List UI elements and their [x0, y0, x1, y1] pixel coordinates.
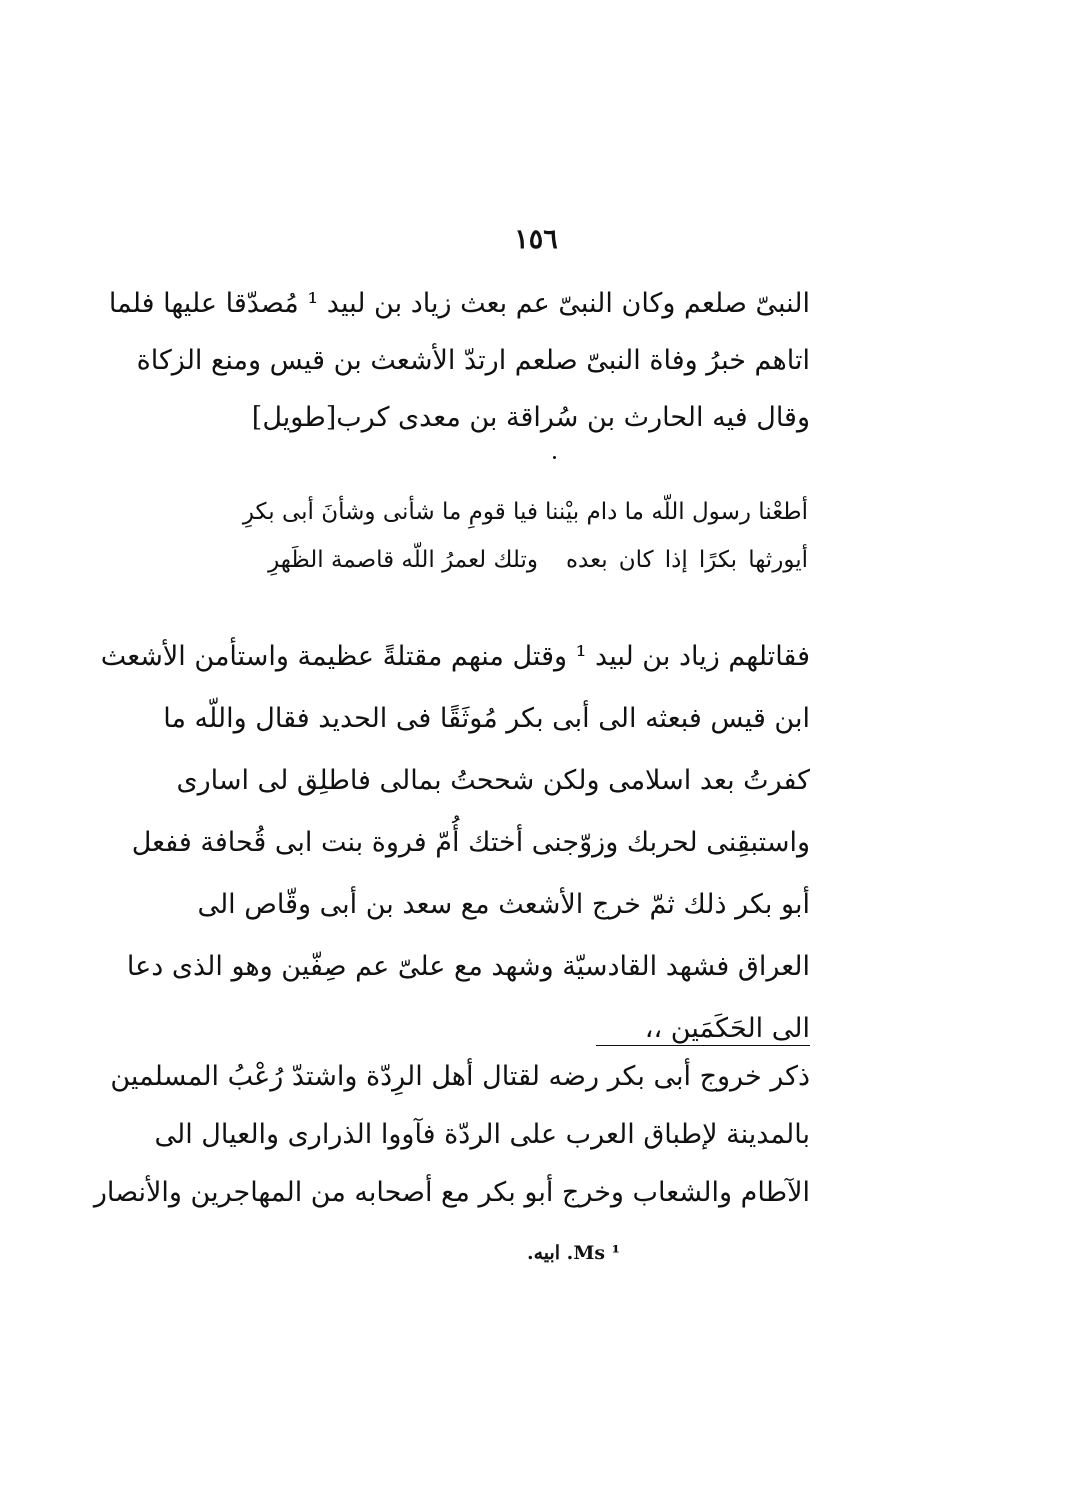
text-line: ابن قيس فبعثه الى أبى بكر مُوثَقًا فى الحديد فقال واللّه ما [163, 703, 810, 734]
verse [268, 536, 808, 584]
verse-second-hemistich: وتلك لعمرُ اللّه قاصمة الظَهرِ [268, 547, 538, 573]
section-rule [596, 1045, 810, 1046]
meter-label: [طويل] [251, 402, 337, 433]
text-line: واستبقِنى لحربك وزوّجنى أختك أُمّ فروة بنت ابى قُحافة ففعل [131, 827, 810, 858]
text-line: بالمدينة لإطباق العرب على الردّة فآووا الذرارى والعيال الى [154, 1119, 810, 1150]
verse [242, 488, 808, 536]
text-line: وقال فيه الحارث بن سُراقة بن معدى كرب [336, 402, 810, 433]
poem-verses [242, 488, 808, 584]
text-line: فقاتلهم زياد بن لبيد ¹ وقتل منهم مقتلةً عظيمة واستأمن الأشعث [100, 641, 810, 672]
footnote: ¹ Ms. ابيه. [526, 1242, 620, 1264]
page-number: ١٥٦ [514, 224, 558, 255]
paragraph-2 [100, 626, 810, 1060]
paragraph-3 [93, 1048, 810, 1222]
text-line: اتاهم خبرُ وفاة النبىّ صلعم ارتدّ الأشعث بن قيس ومنع الزكاة [136, 345, 810, 376]
section-heading-line: ذكر خروج أبى بكر رضه لقتال أهل الرِدّة واشتدّ رُعْبُ المسلمين [110, 1061, 810, 1092]
paragraph-1 [108, 275, 810, 446]
text-line: الآطام والشعاب وخرج أبو بكر مع أصحابه من المهاجرين والأنصار [93, 1177, 810, 1208]
text-line: النبىّ صلعم وكان النبىّ عم بعث زياد بن لبيد ¹ مُصدّقا عليها فلما [108, 288, 810, 319]
ornament-dot [553, 456, 556, 459]
verse-first-hemistich: أطعْنا رسول اللّه ما دام بيْننا [544, 499, 808, 525]
text-line: أبو بكر ذلك ثمّ خرج الأشعث مع سعد بن أبى وقّاص الى [197, 889, 810, 920]
text-line: كفرتُ بعد اسلامى ولكن شححتُ بمالى فاطلِق لى اسارى [176, 765, 810, 796]
text-line: العراق فشهد القادسيّة وشهد مع علىّ عم صِفّين وهو الذى دعا [126, 951, 810, 982]
verse-first-hemistich: أيورثها بكرًا إذا كان بعده [566, 547, 808, 573]
text-line: الى الحَكَمَين ،، [644, 1013, 810, 1044]
text-line-with-meter [251, 389, 810, 446]
verse-second-hemistich: فيا قومِ ما شأنى وشأنَ أبى بكرِ [242, 499, 538, 525]
